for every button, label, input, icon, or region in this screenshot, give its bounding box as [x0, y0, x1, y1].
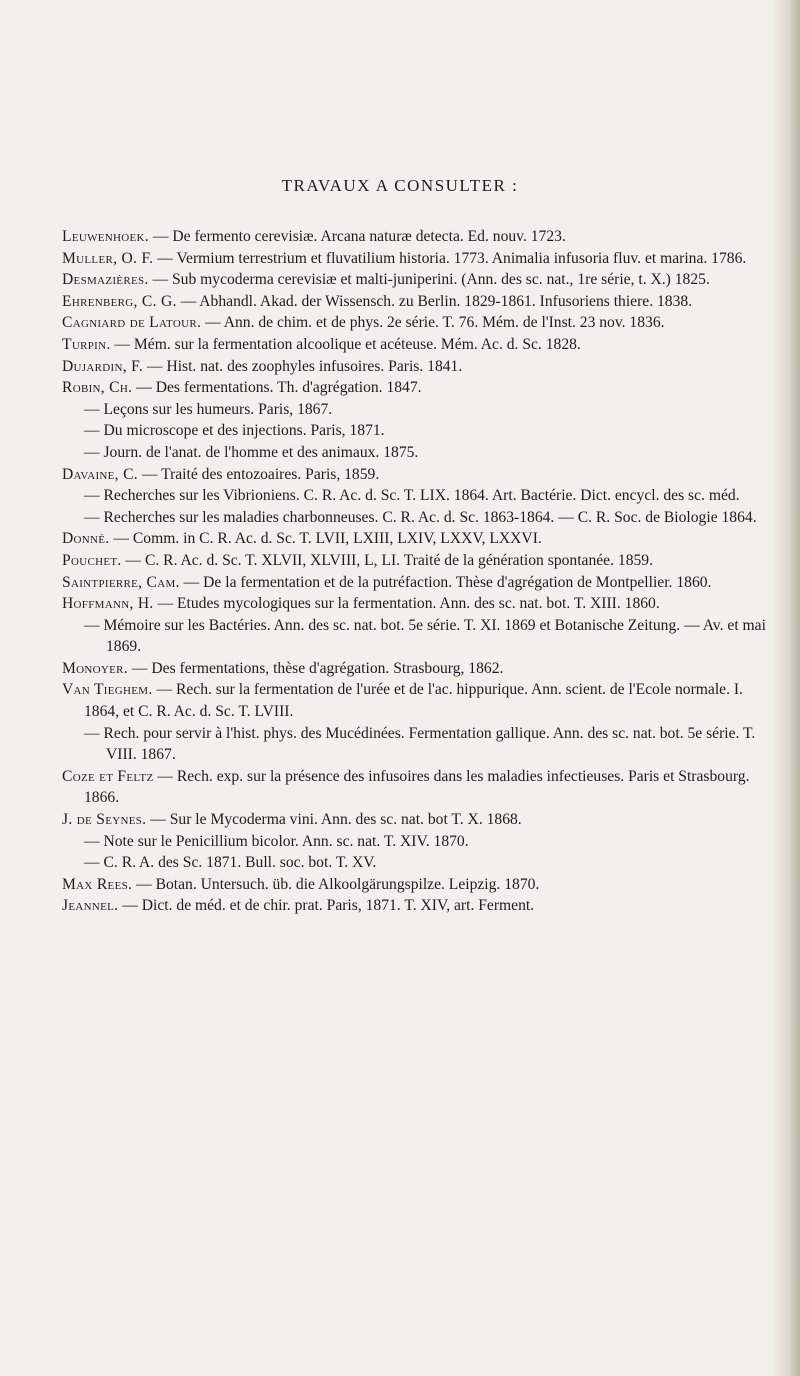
- entry-text: — De la fermentation et de la putréfaction. Thèse d'agrégation de Montpellier. 1860.: [179, 573, 712, 591]
- entry-text: — Botan. Untersuch. üb. die Alkoolgärungspilze. Leipzig. 1870.: [132, 875, 540, 893]
- bibliography-entry: [62, 528, 776, 550]
- entry-author: Dujardin, F.: [62, 357, 144, 375]
- bibliography-entry: [62, 464, 776, 486]
- entry-text: — Abhandl. Akad. der Wissensch. zu Berlin. 1829-1861. Infusoriens thiere. 1838.: [176, 292, 693, 310]
- entry-author: Davaine, C.: [62, 465, 138, 483]
- bibliography-entry: [62, 312, 776, 334]
- entry-text: — Comm. in C. R. Ac. d. Sc. T. LVII, LXIII, LXIV, LXXV, LXXVI.: [109, 530, 542, 548]
- bibliography-entry: [84, 485, 776, 507]
- entry-author: Leuwenhoek.: [62, 228, 149, 245]
- bibliography-entry: [62, 679, 776, 722]
- bibliography-entry: [62, 593, 776, 615]
- bibliography-entry: [84, 399, 776, 421]
- entry-author: Saintpierre, Cam.: [62, 573, 180, 591]
- entry-author: Cagniard de Latour.: [62, 314, 202, 332]
- page-edge-shadow: [772, 0, 800, 1376]
- entry-text: — Rech. exp. sur la présence des infusoires dans les maladies infectieuses. Paris et Strasbourg. 1866.: [84, 767, 750, 807]
- entry-author: Pouchet.: [62, 551, 122, 569]
- entry-text: — Note sur le Penicillium bicolor. Ann. sc. nat. T. XIV. 1870.: [84, 832, 469, 850]
- bibliography-entry: [84, 507, 776, 529]
- bibliography-entry: [62, 809, 776, 831]
- bibliography-entry: [62, 248, 776, 270]
- entry-text: — Leçons sur les humeurs. Paris, 1867.: [84, 400, 333, 418]
- entry-text: — Des fermentations. Th. d'agrégation. 1847.: [132, 379, 422, 397]
- entry-text: — Mém. sur la fermentation alcoolique et acéteuse. Mém. Ac. d. Sc. 1828.: [110, 335, 581, 353]
- entry-author: Max Rees.: [62, 875, 133, 893]
- bibliography-entry: [84, 723, 776, 766]
- bibliography-entry: [84, 442, 776, 464]
- bibliography-entry: [62, 572, 776, 594]
- entry-author: Van Tieghem.: [62, 681, 153, 699]
- entry-text: — Mémoire sur les Bactéries. Ann. des sc. nat. bot. 5e série. T. XI. 1869 et Botanische Zeitung. — Av. et mai 1869.: [84, 616, 766, 656]
- entry-author: Ehrenberg, C. G.: [62, 292, 177, 310]
- entry-text: — Recherches sur les Vibrioniens. C. R. Ac. d. Sc. T. LIX. 1864. Art. Bactérie. Dict. encycl. des sc. méd.: [84, 487, 740, 505]
- entry-text: — Rech. sur la fermentation de l'urée et de l'ac. hippurique. Ann. scient. de l'Ecole normale. I. 1864, et C. R. Ac. d. Sc. T. LVIII.: [84, 681, 743, 721]
- bibliography-entry: [62, 377, 776, 399]
- bibliography-entry: [62, 334, 776, 356]
- entry-text: — Ann. de chim. et de phys. 2e série. T. 76. Mém. de l'Inst. 23 nov. 1836.: [201, 314, 665, 332]
- entry-author: Desmazières.: [62, 271, 149, 289]
- entry-author: Muller, O. F.: [62, 249, 154, 267]
- entry-author: Donné.: [62, 530, 110, 548]
- bibliography-entry: [62, 269, 776, 291]
- entry-author: Monoyer.: [62, 659, 128, 677]
- entry-author: Robin, Ch.: [62, 379, 133, 397]
- bibliography-entry: [62, 226, 776, 248]
- entry-text: — Dict. de méd. et de chir. prat. Paris, 1871. T. XIV, art. Ferment.: [118, 897, 535, 915]
- bibliography-entry: [62, 356, 776, 378]
- entry-text: — Hist. nat. des zoophyles infusoires. Paris. 1841.: [143, 357, 463, 375]
- entry-text: — Etudes mycologiques sur la fermentation. Ann. des sc. nat. bot. T. XIII. 1860.: [153, 595, 660, 613]
- entry-text: — Des fermentations, thèse d'agrégation. Strasbourg, 1862.: [128, 659, 504, 677]
- entry-text: — Recherches sur les maladies charbonneuses. C. R. Ac. d. Sc. 1863-1864. — C. R. Soc. de Biologie 1864.: [84, 508, 757, 526]
- entry-author: Hoffmann, H.: [62, 595, 154, 613]
- bibliography-entry: [62, 658, 776, 680]
- bibliography-entry: [84, 831, 776, 853]
- bibliography-entry: [84, 852, 776, 874]
- bibliography-entry: [62, 550, 776, 572]
- entry-text: — Journ. de l'anat. de l'homme et des animaux. 1875.: [84, 443, 419, 461]
- entry-text: — Traité des entozoaires. Paris, 1859.: [137, 465, 380, 483]
- entry-text: — Sur le Mycoderma vini. Ann. des sc. nat. bot T. X. 1868.: [146, 811, 522, 829]
- bibliography-entry: [84, 420, 776, 442]
- bibliography-entry: [84, 615, 776, 658]
- entry-author: Turpin.: [62, 335, 111, 353]
- entry-text: — C. R. A. des Sc. 1871. Bull. soc. bot. T. XV.: [84, 854, 377, 872]
- bibliography-entry: [62, 895, 776, 917]
- page-heading: TRAVAUX A CONSULTER :: [281, 176, 519, 195]
- entry-text: — Vermium terrestrium et fluvatilium historia. 1773. Animalia infusoria fluv. et marina. 1786.: [153, 249, 747, 267]
- bibliography-entry: [62, 291, 776, 313]
- entry-author: Jeannel.: [62, 897, 119, 915]
- bibliography-entry: [62, 874, 776, 896]
- entry-text: — De fermento cerevisiæ. Arcana naturæ detecta. Ed. nouv. 1723.: [148, 228, 566, 245]
- entry-text: — C. R. Ac. d. Sc. T. XLVII, XLVIII, L, LI. Traité de la génération spontanée. 1859.: [121, 551, 653, 569]
- bibliography-list: [62, 226, 776, 917]
- entry-text: — Rech. pour servir à l'hist. phys. des Mucédinées. Fermentation gallique. Ann. des sc. nat. bot. 5e série. T. VIII. 1867.: [84, 724, 756, 764]
- entry-author: Coze et Feltz: [62, 767, 154, 785]
- bibliography-entry: [62, 766, 776, 809]
- entry-author: J. de Seynes.: [62, 811, 147, 829]
- entry-text: — Sub mycoderma cerevisiæ et malti-juniperini. (Ann. des sc. nat., 1re série, t. X.) 1825.: [148, 271, 710, 289]
- entry-text: — Du microscope et des injections. Paris, 1871.: [84, 422, 385, 440]
